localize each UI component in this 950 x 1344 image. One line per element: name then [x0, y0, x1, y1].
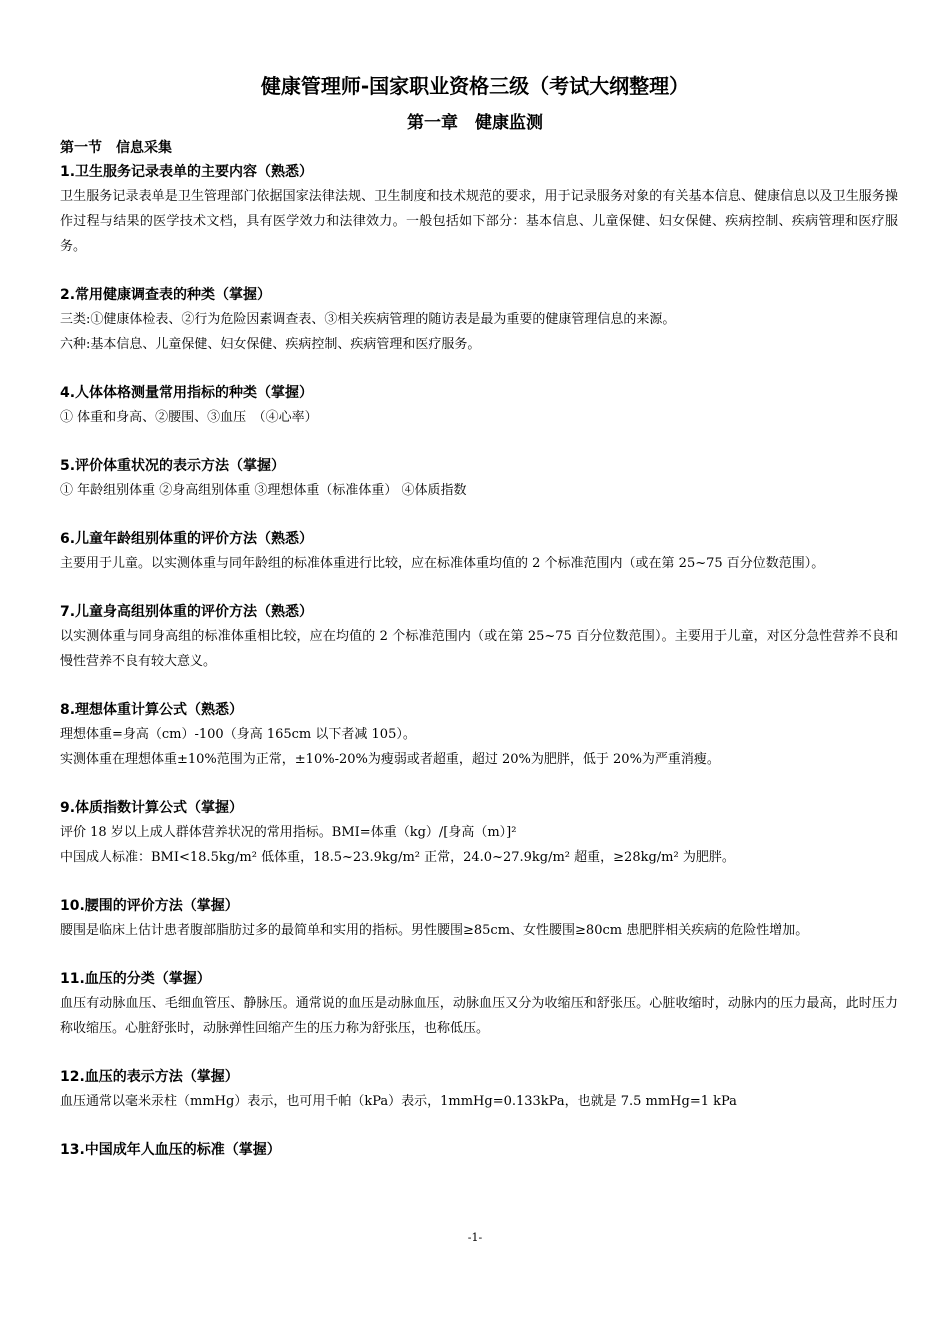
item-paragraph: 六种:基本信息、儿童保健、妇女保健、疾病控制、疾病管理和医疗服务。	[60, 337, 481, 352]
item-paragraph: ① 体重和身高、②腰围、③血压 （④心率）	[60, 410, 318, 425]
item-heading: 8.理想体重计算公式（熟悉）	[60, 702, 244, 718]
item-heading: 6.儿童年龄组别体重的评价方法（熟悉）	[60, 531, 314, 547]
item-heading: 10.腰围的评价方法（掌握）	[60, 898, 239, 914]
item-heading: 9.体质指数计算公式（掌握）	[60, 800, 244, 816]
item-1	[60, 160, 898, 259]
document-title: 健康管理师-国家职业资格三级（考试大纲整理）	[260, 74, 690, 98]
item-5	[60, 454, 898, 503]
item-paragraph: 血压通常以毫米汞柱（mmHg）表示，也可用千帕（kPa）表示，1mmHg=0.133kPa，也就是 7.5 mmHg=1 kPa	[60, 1094, 737, 1109]
item-heading: 13.中国成年人血压的标准（掌握）	[60, 1142, 281, 1158]
item-paragraph: ① 年龄组别体重 ②身高组别体重 ③理想体重（标准体重） ④体质指数	[60, 483, 467, 498]
section-title: 第一节 信息采集	[60, 140, 172, 156]
item-2	[60, 283, 898, 357]
item-heading: 12.血压的表示方法（掌握）	[60, 1069, 239, 1085]
item-4	[60, 381, 898, 430]
item-heading: 1.卫生服务记录表单的主要内容（熟悉）	[60, 164, 314, 180]
item-paragraph: 以实测体重与同身高组的标准体重相比较，应在均值的 2 个标准范围内（或在第 25~75 百分位数范围）。主要用于儿童，对区分急性营养不良和慢性营养不良有较大意义。	[60, 629, 898, 669]
item-paragraph: 中国成人标准：BMI<18.5kg/m² 低体重，18.5~23.9kg/m² 正常，24.0~27.9kg/m² 超重，≥28kg/m² 为肥胖。	[60, 850, 735, 865]
chapter-title: 第一章 健康监测	[407, 113, 543, 133]
item-paragraph: 主要用于儿童。以实测体重与同年龄组的标准体重进行比较，应在标准体重均值的 2 个标准范围内（或在第 25~75 百分位数范围）。	[60, 556, 825, 571]
item-8	[60, 698, 898, 772]
item-heading: 7.儿童身高组别体重的评价方法（熟悉）	[60, 604, 314, 620]
item-6	[60, 527, 898, 576]
item-heading: 11.血压的分类（掌握）	[60, 971, 211, 987]
item-paragraph: 卫生服务记录表单是卫生管理部门依据国家法律法规、卫生制度和技术规范的要求，用于记录服务对象的有关基本信息、健康信息以及卫生服务操作过程与结果的医学技术文档，具有医学效力和法律效力。一般包括如下部分：基本信息、儿童保健、妇女保健、疾病控制、疾病管理和医疗服务。	[60, 189, 898, 254]
item-paragraph: 三类:①健康体检表、②行为危险因素调查表、③相关疾病管理的随访表是最为重要的健康管理信息的来源。	[60, 312, 676, 327]
item-heading: 2.常用健康调查表的种类（掌握）	[60, 287, 272, 303]
item-heading: 4.人体体格测量常用指标的种类（掌握）	[60, 385, 314, 401]
item-paragraph: 理想体重=身高（cm）-100（身高 165cm 以下者减 105）。	[60, 727, 416, 742]
document-body	[60, 136, 898, 1186]
item-10	[60, 894, 898, 943]
item-paragraph: 评价 18 岁以上成人群体营养状况的常用指标。BMI=体重（kg）/[身高（m）]²	[60, 825, 517, 840]
item-paragraph: 腰围是临床上估计患者腹部脂肪过多的最简单和实用的指标。男性腰围≥85cm、女性腰围≥80cm 患肥胖相关疾病的危险性增加。	[60, 923, 809, 938]
item-heading: 5.评价体重状况的表示方法（掌握）	[60, 458, 286, 474]
item-paragraph: 实测体重在理想体重±10%范围为正常，±10%-20%为瘦弱或者超重，超过 20%为肥胖，低于 20%为严重消瘦。	[60, 752, 720, 767]
item-12	[60, 1065, 898, 1114]
page-number: -1-	[467, 1231, 483, 1244]
item-13	[60, 1138, 898, 1162]
item-7	[60, 600, 898, 674]
item-paragraph: 血压有动脉血压、毛细血管压、静脉压。通常说的血压是动脉血压，动脉血压又分为收缩压和舒张压。心脏收缩时，动脉内的压力最高，此时压力称收缩压。心脏舒张时，动脉弹性回缩产生的压力称为舒张压，也称低压。	[60, 996, 898, 1036]
item-9	[60, 796, 898, 870]
item-11	[60, 967, 898, 1041]
